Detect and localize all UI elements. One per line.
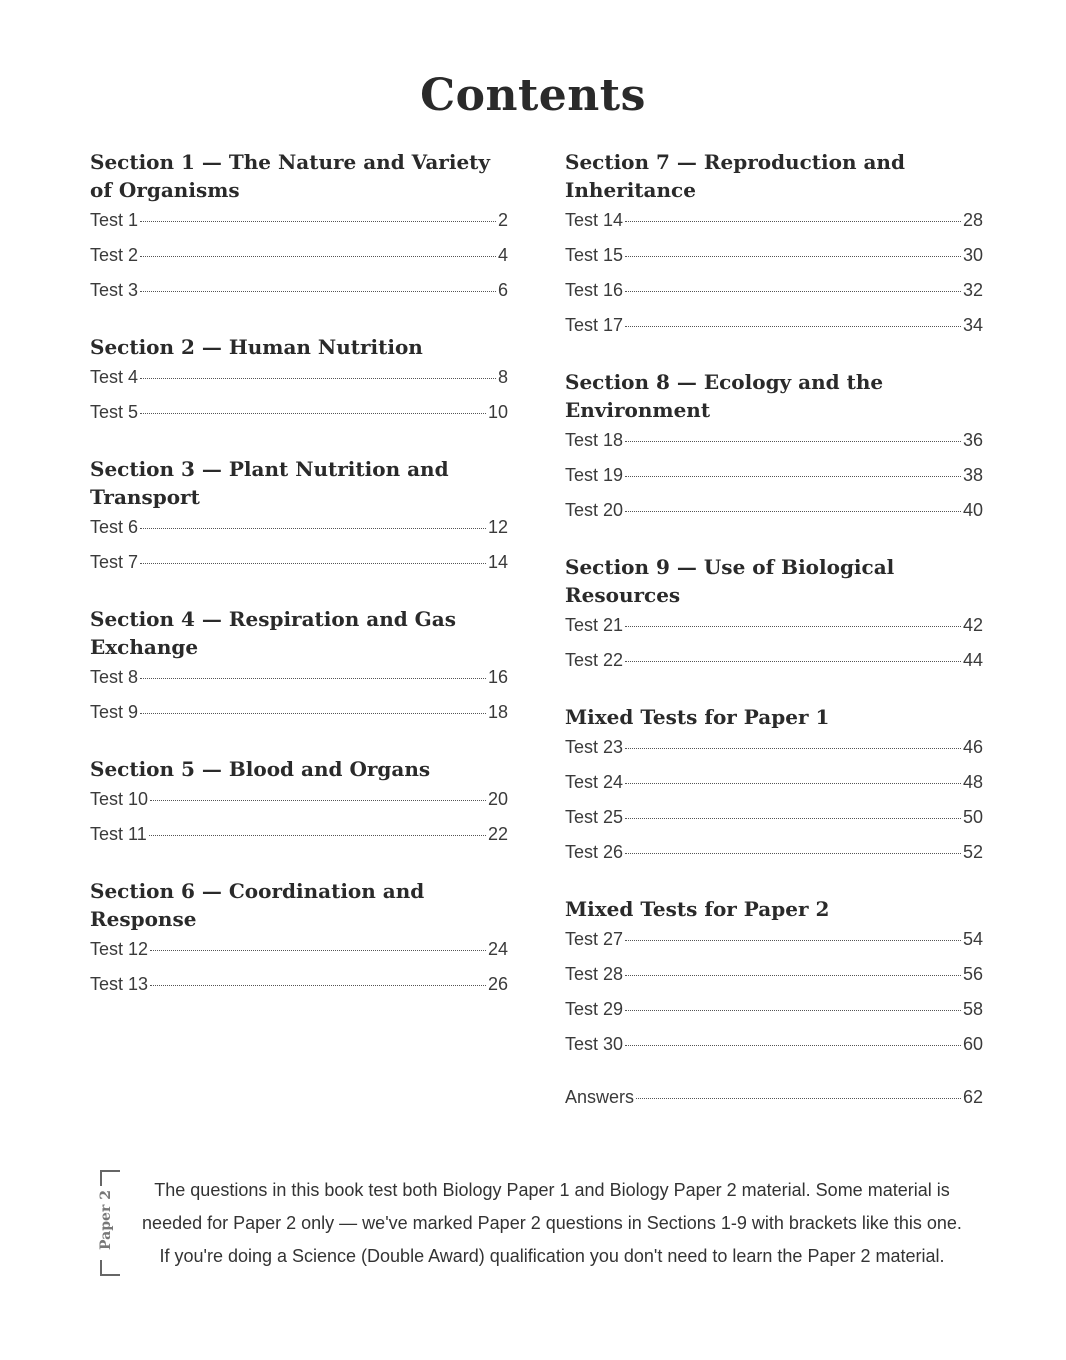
dot-leader <box>140 413 486 414</box>
dot-leader <box>625 1010 961 1011</box>
contents-left-column <box>90 148 508 1027</box>
dot-leader <box>625 783 961 784</box>
toc-entry-page: 40 <box>962 500 983 520</box>
toc-section <box>90 333 508 437</box>
toc-entry-page: 28 <box>962 210 983 230</box>
toc-entry-page: 32 <box>962 280 983 300</box>
toc-entry[interactable] <box>565 737 983 772</box>
toc-entry-page: 30 <box>962 245 983 265</box>
note-line: If you're doing a Science (Double Award) qualification you don't need to learn the Paper 2 material. <box>159 1246 945 1266</box>
dot-leader <box>140 713 486 714</box>
toc-entry[interactable] <box>565 500 983 535</box>
toc-section <box>565 148 983 350</box>
bracket-bottom-icon <box>100 1260 120 1276</box>
dot-leader <box>625 853 961 854</box>
toc-entry-page: 22 <box>487 824 508 844</box>
toc-entry-label: Test 4 <box>90 367 139 387</box>
toc-entry[interactable] <box>90 210 508 245</box>
toc-entry-label: Test 1 <box>90 210 139 230</box>
toc-entry-page: 2 <box>497 210 508 230</box>
toc-entry-label: Test 16 <box>565 280 624 300</box>
toc-entry[interactable] <box>90 939 508 974</box>
toc-entry[interactable] <box>565 929 983 964</box>
bracket-top-icon <box>100 1170 120 1186</box>
dot-leader <box>625 256 961 257</box>
toc-entry-page: 26 <box>487 974 508 994</box>
section-title: Section 9 — Use of Biological Resources <box>565 555 895 607</box>
toc-entry[interactable] <box>565 650 983 685</box>
toc-entry[interactable] <box>565 465 983 500</box>
toc-entry-page: 50 <box>962 807 983 827</box>
toc-entry-label: Test 15 <box>565 245 624 265</box>
dot-leader <box>625 975 961 976</box>
toc-entry-page: 6 <box>497 280 508 300</box>
dot-leader <box>140 291 496 292</box>
toc-entry[interactable] <box>565 615 983 650</box>
toc-entry[interactable] <box>565 245 983 280</box>
dot-leader <box>625 441 961 442</box>
section-title: Section 6 — Coordination and Response <box>90 879 425 931</box>
toc-entry-label: Test 18 <box>565 430 624 450</box>
toc-entry-label: Test 11 <box>90 824 147 844</box>
toc-entry[interactable] <box>565 430 983 465</box>
toc-entry-page: 16 <box>487 667 508 687</box>
toc-entry-label: Test 30 <box>565 1034 624 1054</box>
section-title: Section 3 — Plant Nutrition and Transport <box>90 457 449 509</box>
dot-leader <box>140 563 486 564</box>
toc-entry-label: Test 29 <box>565 999 624 1019</box>
toc-entry[interactable] <box>565 1034 983 1069</box>
toc-entry[interactable] <box>565 772 983 807</box>
section-title: Section 8 — Ecology and the Environment <box>565 370 884 422</box>
toc-entry-page: 8 <box>497 367 508 387</box>
note-text <box>132 1174 972 1273</box>
dot-leader <box>140 528 486 529</box>
toc-entry[interactable] <box>90 702 508 737</box>
section-title: Section 5 — Blood and Organs <box>90 757 431 781</box>
toc-entry[interactable] <box>565 807 983 842</box>
toc-entry[interactable] <box>565 315 983 350</box>
toc-entry-page: 42 <box>962 615 983 635</box>
toc-entry-label: Test 20 <box>565 500 624 520</box>
toc-entry-label: Test 21 <box>565 615 624 635</box>
toc-entry[interactable] <box>90 402 508 437</box>
toc-entry-label: Test 28 <box>565 964 624 984</box>
toc-entry-page: 62 <box>962 1087 983 1107</box>
toc-entry-label: Test 25 <box>565 807 624 827</box>
toc-entry-label: Test 5 <box>90 402 139 422</box>
toc-entry[interactable] <box>565 1087 983 1122</box>
dot-leader <box>625 626 961 627</box>
section-title: Section 4 — Respiration and Gas Exchange <box>90 607 456 659</box>
toc-entry-page: 60 <box>962 1034 983 1054</box>
toc-entry-page: 56 <box>962 964 983 984</box>
toc-entry[interactable] <box>90 367 508 402</box>
toc-entry-label: Test 26 <box>565 842 624 862</box>
dot-leader <box>625 748 961 749</box>
page-title: Contents <box>420 70 646 121</box>
dot-leader <box>150 985 486 986</box>
toc-entry-label: Test 3 <box>90 280 139 300</box>
toc-section <box>565 553 983 685</box>
section-title: Section 1 — The Nature and Variety of Organisms <box>90 150 491 202</box>
toc-entry-label: Test 27 <box>565 929 624 949</box>
toc-section <box>90 877 508 1009</box>
toc-entry-page: 48 <box>962 772 983 792</box>
toc-entry-page: 58 <box>962 999 983 1019</box>
dot-leader <box>140 678 486 679</box>
toc-entry-label: Test 6 <box>90 517 139 537</box>
toc-entry[interactable] <box>565 999 983 1034</box>
section-title: Section 7 — Reproduction and Inheritance <box>565 150 905 202</box>
dot-leader <box>625 940 961 941</box>
dot-leader <box>625 326 961 327</box>
toc-entry[interactable] <box>565 964 983 999</box>
toc-entry-page: 44 <box>962 650 983 670</box>
toc-entry-label: Test 7 <box>90 552 139 572</box>
toc-entry-page: 20 <box>487 789 508 809</box>
dot-leader <box>140 378 496 379</box>
dot-leader <box>150 950 486 951</box>
toc-entry-label: Test 24 <box>565 772 624 792</box>
toc-entry-label: Test 13 <box>90 974 149 994</box>
toc-entry-label: Test 8 <box>90 667 139 687</box>
toc-entry-page: 12 <box>487 517 508 537</box>
toc-entry[interactable] <box>565 210 983 245</box>
toc-entry[interactable] <box>90 824 508 859</box>
dot-leader <box>625 661 961 662</box>
dot-leader <box>636 1098 961 1099</box>
toc-entry-label: Answers <box>565 1087 635 1107</box>
toc-entry[interactable] <box>565 280 983 315</box>
toc-entry[interactable] <box>90 667 508 702</box>
dot-leader <box>140 221 496 222</box>
contents-right-column <box>565 148 983 1122</box>
toc-entry-label: Test 12 <box>90 939 149 959</box>
toc-entry-page: 46 <box>962 737 983 757</box>
toc-entry-page: 36 <box>962 430 983 450</box>
toc-entry-label: Test 14 <box>565 210 624 230</box>
toc-section <box>90 148 508 315</box>
dot-leader <box>625 1045 961 1046</box>
toc-section <box>90 605 508 737</box>
toc-entry-page: 34 <box>962 315 983 335</box>
section-title: Mixed Tests for Paper 2 <box>565 897 830 921</box>
toc-entry-label: Test 17 <box>565 315 624 335</box>
dot-leader <box>150 800 486 801</box>
dot-leader <box>625 221 961 222</box>
toc-entry-label: Test 2 <box>90 245 139 265</box>
toc-entry-page: 52 <box>962 842 983 862</box>
section-title: Mixed Tests for Paper 1 <box>565 705 830 729</box>
dot-leader <box>625 818 961 819</box>
toc-section <box>565 368 983 535</box>
toc-entry-page: 54 <box>962 929 983 949</box>
toc-entry-label: Test 19 <box>565 465 624 485</box>
toc-entry[interactable] <box>90 517 508 552</box>
dot-leader <box>625 291 961 292</box>
dot-leader <box>625 476 961 477</box>
note-line: The questions in this book test both Biology Paper 1 and Biology Paper 2 material. Some material is <box>154 1180 950 1200</box>
toc-entry-page: 24 <box>487 939 508 959</box>
toc-section <box>90 455 508 587</box>
toc-entry[interactable] <box>90 245 508 280</box>
dot-leader <box>149 835 486 836</box>
toc-entry[interactable] <box>90 552 508 587</box>
toc-section <box>90 755 508 859</box>
toc-entry-label: Test 9 <box>90 702 139 722</box>
toc-entry[interactable] <box>565 842 983 877</box>
toc-entry-page: 38 <box>962 465 983 485</box>
toc-entry-label: Test 22 <box>565 650 624 670</box>
bracket-label: Paper 2 <box>98 1190 114 1250</box>
toc-entry-page: 14 <box>487 552 508 572</box>
toc-entry-label: Test 23 <box>565 737 624 757</box>
note-line: needed for Paper 2 only — we've marked Paper 2 questions in Sections 1-9 with brackets like this one. <box>142 1213 962 1233</box>
section-title: Section 2 — Human Nutrition <box>90 335 423 359</box>
toc-entry[interactable] <box>90 789 508 824</box>
toc-entry[interactable] <box>90 974 508 1009</box>
toc-section <box>565 895 983 1069</box>
toc-entry[interactable] <box>90 280 508 315</box>
dot-leader <box>625 511 961 512</box>
toc-entry-page: 4 <box>497 245 508 265</box>
dot-leader <box>140 256 496 257</box>
toc-entry-page: 18 <box>487 702 508 722</box>
paper-2-note <box>90 1170 990 1285</box>
toc-section <box>565 703 983 877</box>
toc-entry-label: Test 10 <box>90 789 149 809</box>
toc-entry-page: 10 <box>487 402 508 422</box>
